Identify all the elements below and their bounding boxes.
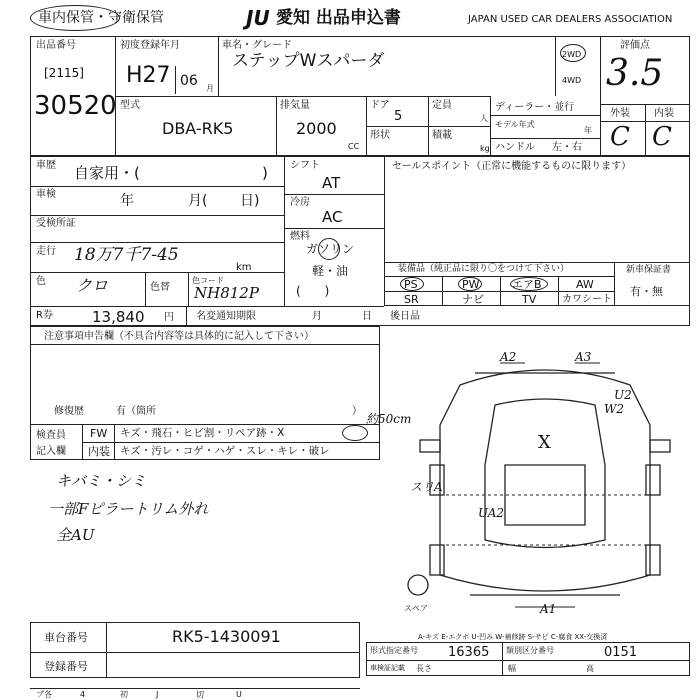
inspector-label-2: 記入欄 <box>36 446 66 457</box>
repair-value: 有（箇所 <box>116 406 156 417</box>
score-label: 評価点 <box>620 40 650 51</box>
equipment-label: 装備品（純正品に限り〇をつけて下さい） <box>398 264 570 274</box>
mark-w2: W2 <box>604 402 624 416</box>
sales-point-label: セールスポイント（正常に機能するものに限ります） <box>392 161 632 172</box>
displacement-value: 2000 <box>296 119 337 138</box>
registration-number-label: 登録番号 <box>44 660 88 673</box>
load-unit: kg <box>480 144 490 153</box>
score-interior: C <box>652 122 672 152</box>
type-cert-label: 形式指定番号 <box>370 646 418 655</box>
model-name: ステップWスパーダ <box>232 51 385 71</box>
inspection-year: 年 <box>120 193 134 209</box>
shape-label: 形状 <box>370 130 390 141</box>
notice-month: 月 <box>312 311 322 322</box>
registration-month: 06 <box>180 73 198 89</box>
chassis-value: RK5-1430091 <box>172 627 281 646</box>
repair-close: ） <box>352 406 362 417</box>
capacity-unit: 人 <box>480 114 488 123</box>
score-value: 3.5 <box>606 53 664 94</box>
fw-label: FW <box>90 427 108 440</box>
drive-2wd-circle <box>560 44 586 62</box>
equip-aw: AW <box>576 278 594 291</box>
doors-label: ドア <box>370 100 390 111</box>
handwritten-note-3: 全AU <box>56 526 95 544</box>
type-cert-value: 16365 <box>448 645 490 660</box>
color-change-label: 色替 <box>150 282 170 293</box>
category-label: 類別区分番号 <box>506 646 554 655</box>
inspection-label: 車検 <box>36 189 56 200</box>
footer-6: U <box>236 690 242 699</box>
lot-number: 30520 <box>34 91 117 121</box>
fw-text: キズ・飛石・ヒビ割・リペア跡・X <box>120 427 285 439</box>
cert-width: 幅 <box>508 664 516 673</box>
ac-label: 冷房 <box>290 197 310 208</box>
type-value: DBA-RK5 <box>162 119 234 138</box>
tax-label: R券 <box>36 310 53 321</box>
mileage-label: 走行 <box>36 246 56 257</box>
lot-label: 出品番号 <box>36 40 76 51</box>
notice-label: 名変通知期限 <box>196 311 256 322</box>
receiver-label: 受検所証 <box>36 218 76 229</box>
interior-label: 内装 <box>88 445 110 458</box>
score-exterior: C <box>610 122 630 152</box>
org-title: 愛知 出品申込書 <box>276 8 401 28</box>
cert-length: 長さ <box>416 664 432 673</box>
color-code: NH812P <box>194 284 259 302</box>
tax-value: 13,840 <box>92 308 145 326</box>
new-warranty-value: 有・無 <box>630 285 663 298</box>
handwritten-side-note: 約50cm <box>366 412 412 426</box>
mark-a1: A1 <box>540 602 557 616</box>
shift-value: AT <box>322 174 341 192</box>
equip-ps-circle <box>400 277 424 291</box>
footer-5: 切 <box>196 690 204 699</box>
history-label: 車歴 <box>36 160 56 171</box>
footer-2: 4 <box>80 690 86 699</box>
doors-value: 5 <box>394 109 403 124</box>
load-label: 積載 <box>432 130 452 141</box>
equip-seat: カワシート <box>562 294 612 305</box>
fuel-diesel: 軽・油 <box>312 264 349 278</box>
footer-4: J <box>156 690 159 699</box>
fuel-gasoline: ガソリン <box>306 242 355 256</box>
displacement-unit: CC <box>348 142 360 151</box>
color-label: 色 <box>36 276 46 287</box>
color-value: クロ <box>76 276 109 295</box>
postscript-label: 後日品 <box>390 311 420 322</box>
equip-ps: PS <box>404 278 418 291</box>
inspection-month: 月( <box>188 193 208 209</box>
mark-a3: A3 <box>575 350 592 364</box>
model-name-label: 車名・グレード <box>222 40 292 51</box>
capacity-label: 定員 <box>432 100 452 111</box>
fw-x-circle <box>342 425 368 441</box>
org-subtitle: JAPAN USED CAR DEALERS ASSOCIATION <box>468 14 673 25</box>
lot-code: [2115] <box>44 66 84 80</box>
notes-label: 注意事項申告欄（不具合内容等は具体的に記入して下さい） <box>44 331 314 342</box>
handwritten-note-1: キバミ・シミ <box>56 472 147 490</box>
footer-1: ブ各 <box>36 690 52 699</box>
footer-3: 初 <box>120 690 128 699</box>
equip-tv: TV <box>522 293 537 306</box>
inspection-day: 日) <box>240 193 260 209</box>
equip-pw-circle <box>458 277 482 291</box>
history-value: 自家用・( <box>74 164 140 182</box>
spare-label: スペア <box>404 604 428 613</box>
equip-airbag: エアB <box>512 278 542 291</box>
ac-value: AC <box>322 208 343 226</box>
handle-label: ハンドル <box>495 142 535 153</box>
equip-sr: SR <box>404 293 419 306</box>
mileage-value: 18万7千7-45 <box>74 245 179 265</box>
new-warranty-label: 新車保証書 <box>626 265 672 275</box>
drive-2wd: 2WD <box>562 50 582 59</box>
score-interior-label: 内装 <box>654 108 674 119</box>
mileage-unit: km <box>236 262 252 273</box>
registration-month-unit: 月 <box>206 84 214 93</box>
ju-logo: JU <box>246 6 270 30</box>
mark-a2: A2 <box>500 350 517 364</box>
registration-year: H27 <box>126 63 171 88</box>
equip-airbag-circle <box>510 277 548 291</box>
car-damage-diagram <box>400 345 690 620</box>
mark-ua2: UA2 <box>478 506 505 520</box>
fuel-other: ( ) <box>296 284 330 298</box>
model-year-label: モデル年式 <box>495 120 535 129</box>
handle-value: 左・右 <box>552 142 582 153</box>
interior-text: キズ・汚レ・コゲ・ハゲ・スレ・キレ・破レ <box>120 445 330 457</box>
history-close: ) <box>262 164 268 182</box>
tax-unit: 円 <box>164 312 174 323</box>
equip-pw: PW <box>462 278 480 291</box>
mark-suri-a: スリA <box>410 480 443 494</box>
cert-height: 高 <box>586 664 594 673</box>
type-label: 型式 <box>120 100 140 111</box>
cert-row-label: 車検証記載 <box>370 664 405 672</box>
storage-label: 車内保管・守衛保管 <box>38 10 164 26</box>
diagram-legend: A-キズ E-エクボ U-凹み W-補修跡 S-サビ C-腐食 XX-交換済 <box>418 633 608 641</box>
equip-navi: ナビ <box>462 293 484 306</box>
inspector-label-1: 検査員 <box>36 430 66 441</box>
shift-label: シフト <box>290 160 320 171</box>
registration-label: 初度登録年月 <box>120 40 180 51</box>
model-year-unit: 年 <box>584 126 592 135</box>
notice-day: 日 <box>362 311 372 322</box>
dealer-label: ディーラー・並行 <box>495 102 575 113</box>
mark-u2: U2 <box>614 388 632 402</box>
fuel-label: 燃料 <box>290 231 310 242</box>
color-code-label: 色コード <box>192 276 224 285</box>
repair-label: 修復歴 <box>54 406 84 417</box>
handwritten-note-2: 一部Fピラートリム外れ <box>48 500 209 518</box>
category-value: 0151 <box>604 645 638 660</box>
mark-x-center: X <box>538 432 551 453</box>
fuel-gasoline-circle <box>318 238 340 260</box>
chassis-label: 車台番号 <box>44 631 88 644</box>
displacement-label: 排気量 <box>280 100 310 111</box>
score-exterior-label: 外装 <box>610 108 630 119</box>
drive-4wd: 4WD <box>562 76 582 85</box>
